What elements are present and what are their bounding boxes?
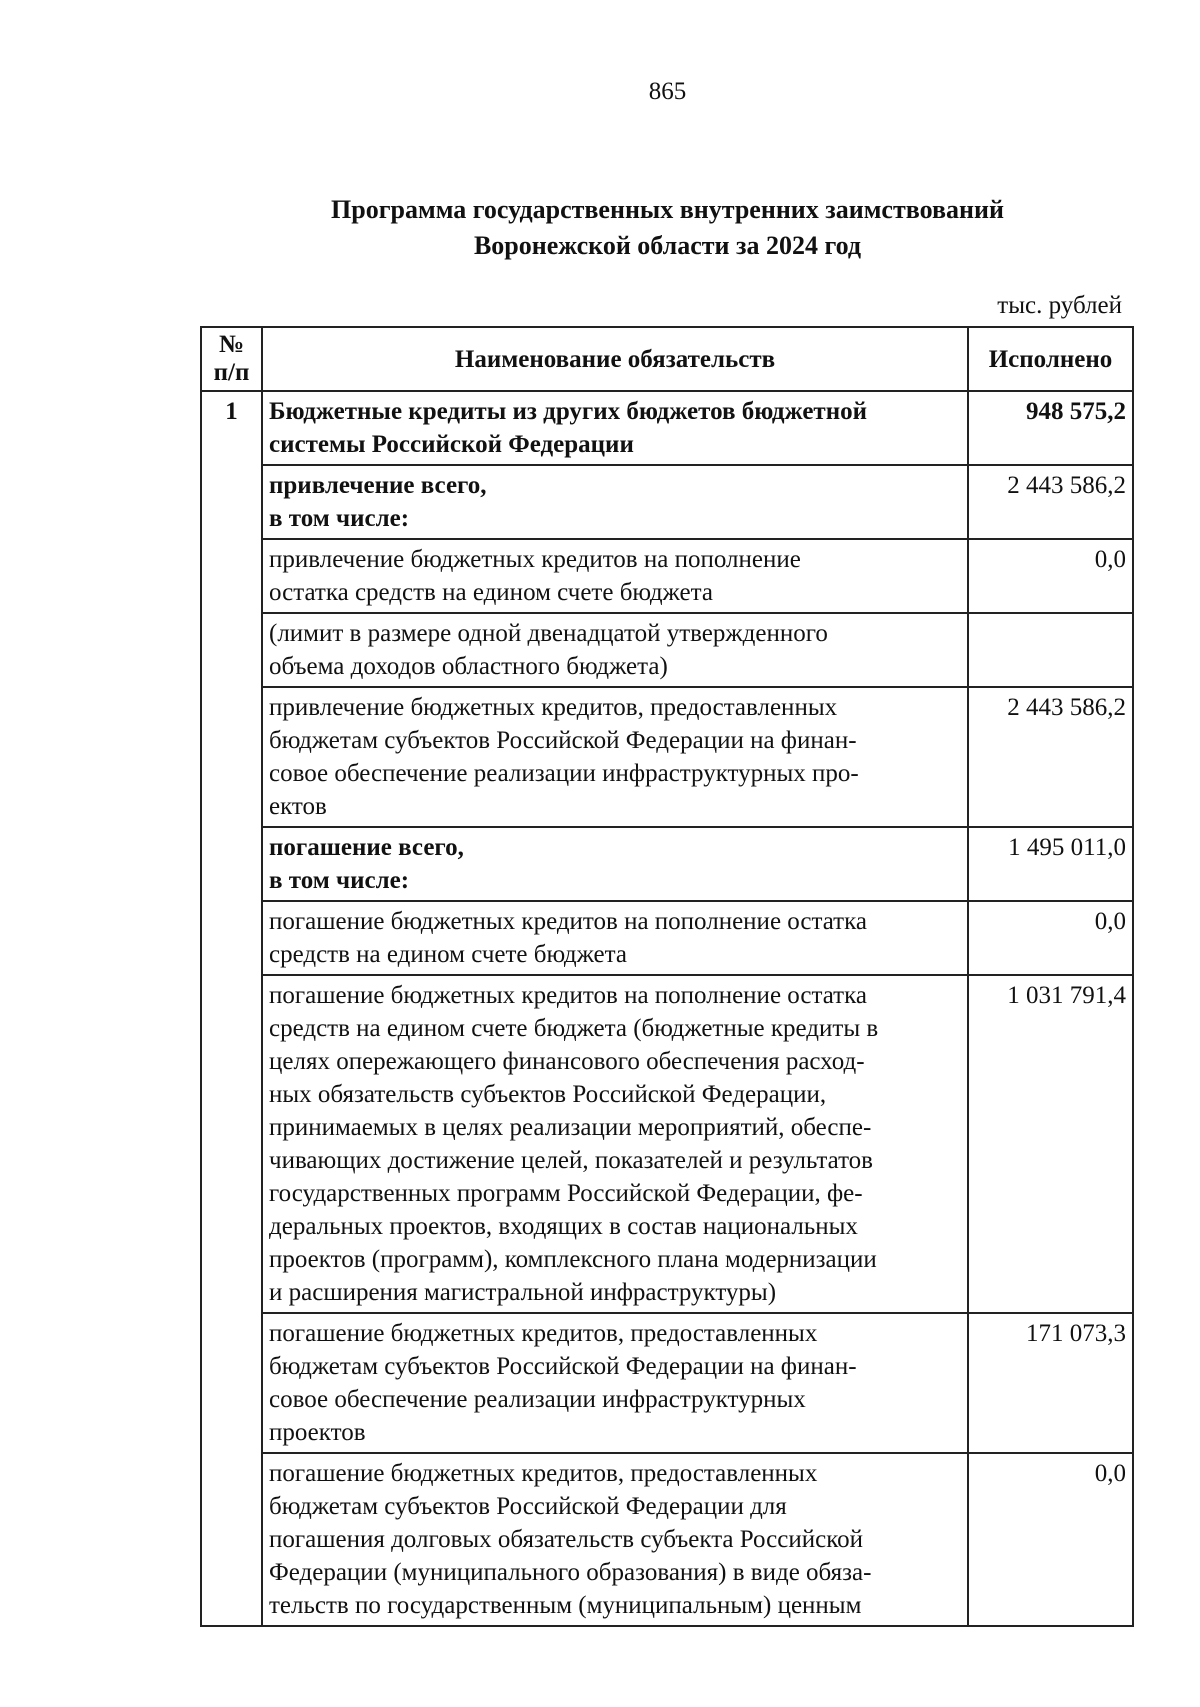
executed-value: 1 495 011,0 [968,827,1133,901]
obligation-name-line: совое обеспечение реализации инфраструктурных [269,1386,806,1413]
header-number [201,327,262,391]
obligation-name-line: проектов [269,1419,366,1446]
executed-value: 0,0 [968,1453,1133,1626]
obligation-name [262,1313,968,1453]
obligation-name-line: бюджетам субъектов Российской Федерации для [269,1493,787,1520]
table-row [201,539,1133,613]
obligation-name-line: Федерации (муниципального образования) в виде обяза- [269,1559,872,1586]
table-header-row [201,327,1133,391]
header-value: Исполнено [968,327,1133,391]
page-number: 865 [648,78,687,105]
obligation-name-line: чивающих достижение целей, показателей и результатов [269,1147,873,1174]
obligation-name-line: привлечение бюджетных кредитов на пополнение [269,546,801,573]
obligation-name-line: деральных проектов, входящих в состав национальных [269,1213,858,1240]
executed-value: 1 031 791,4 [968,975,1133,1313]
obligation-name-line: погашение бюджетных кредитов, предоставленных [269,1460,818,1487]
obligation-name-line: Бюджетные кредиты из других бюджетов бюджетной [269,398,867,425]
obligation-name [262,827,968,901]
obligation-name-line: погашения долговых обязательств субъекта Российской [269,1526,863,1553]
obligation-name-line: привлечение всего, [269,472,487,499]
obligation-name-line: средств на едином счете бюджета [269,941,627,968]
title-line-1: Программа государственных внутренних заимствований [331,195,1004,224]
executed-value: 0,0 [968,901,1133,975]
executed-value: 0,0 [968,539,1133,613]
table-row [201,975,1133,1313]
units-label: тыс. рублей [997,292,1122,319]
borrowings-table [200,326,1134,1627]
obligation-name-line: ектов [269,793,327,820]
obligation-name-line: погашение всего, [269,834,464,861]
table-row [201,901,1133,975]
obligation-name-line: ных обязательств субъектов Российской Федерации, [269,1081,827,1108]
table-row [201,687,1133,827]
obligation-name-line: принимаемых в целях реализации мероприятий, обеспе- [269,1114,872,1141]
executed-value: 2 443 586,2 [968,465,1133,539]
executed-value: 171 073,3 [968,1313,1133,1453]
obligation-name-line: целях опережающего финансового обеспечения расход- [269,1048,865,1075]
executed-value: 2 443 586,2 [968,687,1133,827]
obligation-name-line: погашение бюджетных кредитов на пополнение остатка [269,982,867,1009]
obligation-name-line: проектов (программ), комплексного плана модернизации [269,1246,877,1273]
obligation-name-line: тельств по государственным (муниципальным) ценным [269,1592,862,1619]
obligation-name [262,901,968,975]
obligation-name-line: привлечение бюджетных кредитов, предоставленных [269,694,838,721]
obligation-name-line: погашение бюджетных кредитов, предоставленных [269,1320,818,1347]
row-number: 1 [201,391,262,1626]
table-row [201,1453,1133,1626]
obligation-name-line: и расширения магистральной инфраструктуры) [269,1279,777,1306]
executed-value [968,613,1133,687]
table-row [201,827,1133,901]
obligation-name-line: совое обеспечение реализации инфраструктурных про- [269,760,859,787]
obligation-name [262,1453,968,1626]
header-number-line-2: п/п [213,359,250,386]
obligation-name-line: в том числе: [269,867,410,894]
obligation-name [262,391,968,465]
obligation-name-line: объема доходов областного бюджета) [269,653,668,680]
table-row [201,465,1133,539]
obligation-name-line: государственных программ Российской Федерации, фе- [269,1180,863,1207]
obligation-name-line: средств на едином счете бюджета (бюджетные кредиты в [269,1015,879,1042]
document-title [0,192,1200,264]
obligation-name-line: бюджетам субъектов Российской Федерации на финан- [269,727,857,754]
table-row [201,391,1133,465]
obligation-name [262,465,968,539]
obligation-name [262,613,968,687]
obligation-name [262,687,968,827]
header-name: Наименование обязательств [262,327,968,391]
obligation-name [262,539,968,613]
table-row [201,1313,1133,1453]
obligation-name-line: в том числе: [269,505,410,532]
header-number-line-1: № [218,331,245,358]
title-line-2: Воронежской области за 2024 год [473,231,862,260]
obligation-name-line: бюджетам субъектов Российской Федерации на финан- [269,1353,857,1380]
executed-value: 948 575,2 [968,391,1133,465]
obligation-name-line: системы Российской Федерации [269,431,634,458]
obligation-name [262,975,968,1313]
obligation-name-line: погашение бюджетных кредитов на пополнение остатка [269,908,867,935]
obligation-name-line: остатка средств на едином счете бюджета [269,579,713,606]
table-row [201,613,1133,687]
obligation-name-line: (лимит в размере одной двенадцатой утвержденного [269,620,828,647]
